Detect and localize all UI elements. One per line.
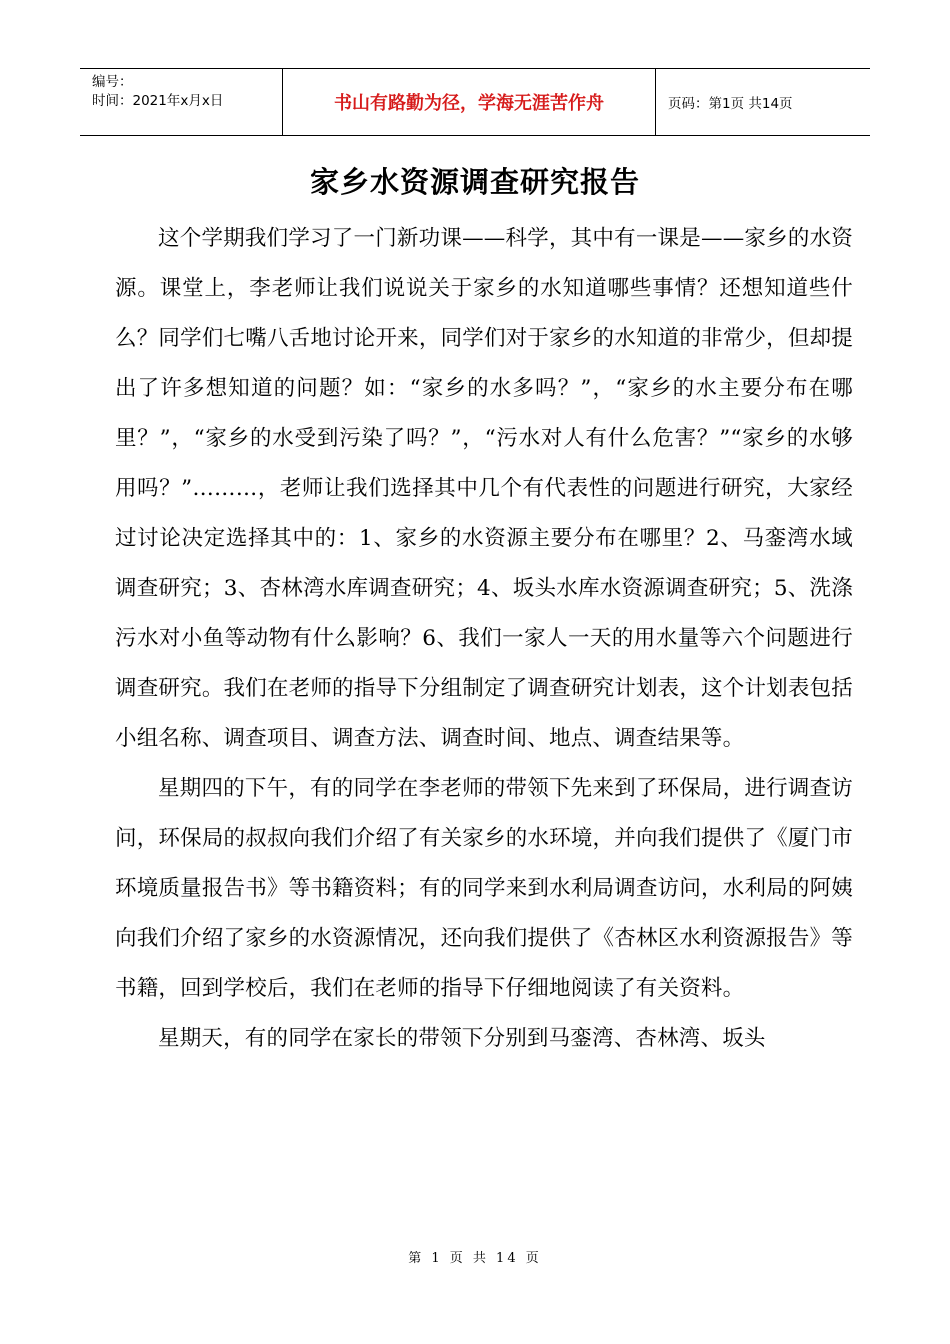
document-date-label: 时间：2021年x月x日 xyxy=(92,93,224,109)
header-motto: 书山有路勤为径，学海无涯苦作舟 xyxy=(283,69,656,135)
document-body xyxy=(115,214,853,1064)
header-page-number: 页码：第1页 共14页 xyxy=(668,96,793,112)
page-footer: 第 1 页 共 14 页 xyxy=(408,1251,542,1266)
header-info-cell xyxy=(80,69,283,135)
page-header xyxy=(80,68,870,136)
paragraph-3: 星期天，有的同学在家长的带领下分别到马銮湾、杏林湾、坂头 xyxy=(158,1026,766,1051)
document-title: 家乡水资源调查研究报告 xyxy=(309,165,640,199)
paragraph-2: 星期四的下午，有的同学在李老师的带领下先来到了环保局，进行调查访问，环保局的叔叔向我们介绍了有关家乡的水环境，并向我们提供了《厦门市环境质量报告书》等书籍资料；有的同学来到水利局调查访问，水利局的阿姨向我们介绍了家乡的水资源情况，还向我们提供了《杏林区水利资源报告》等书籍，回到学校后，我们在老师的指导下仔细地阅读了有关资料。 xyxy=(115,776,853,1001)
document-number-label: 编号： xyxy=(92,74,133,90)
paragraph-1: 这个学期我们学习了一门新功课——科学，其中有一课是——家乡的水资源。课堂上，李老师让我们说说关于家乡的水知道哪些事情？还想知道些什么？同学们七嘴八舌地讨论开来，同学们对于家乡的水知道的非常少，但却提出了许多想知道的问题？如：“家乡的水多吗？”，“家乡的水主要分布在哪里？”，“家乡的水受到污染了吗？”，“污水对人有什么危害？”“家乡的水够用吗？”………，老师让我们选择其中几个有代表性的问题进行研究，大家经过讨论决定选择其中的：1、家乡的水资源主要分布在哪里？2、马銮湾水域调查研究；3、杏林湾水库调查研究；4、坂头水库水资源调查研究；5、洗涤污水对小鱼等动物有什么影响？6、我们一家人一天的用水量等六个问题进行调查研究。我们在老师的指导下分组制定了调查研究计划表，这个计划表包括小组名称、调查项目、调查方法、调查时间、地点、调查结果等。 xyxy=(115,226,853,751)
